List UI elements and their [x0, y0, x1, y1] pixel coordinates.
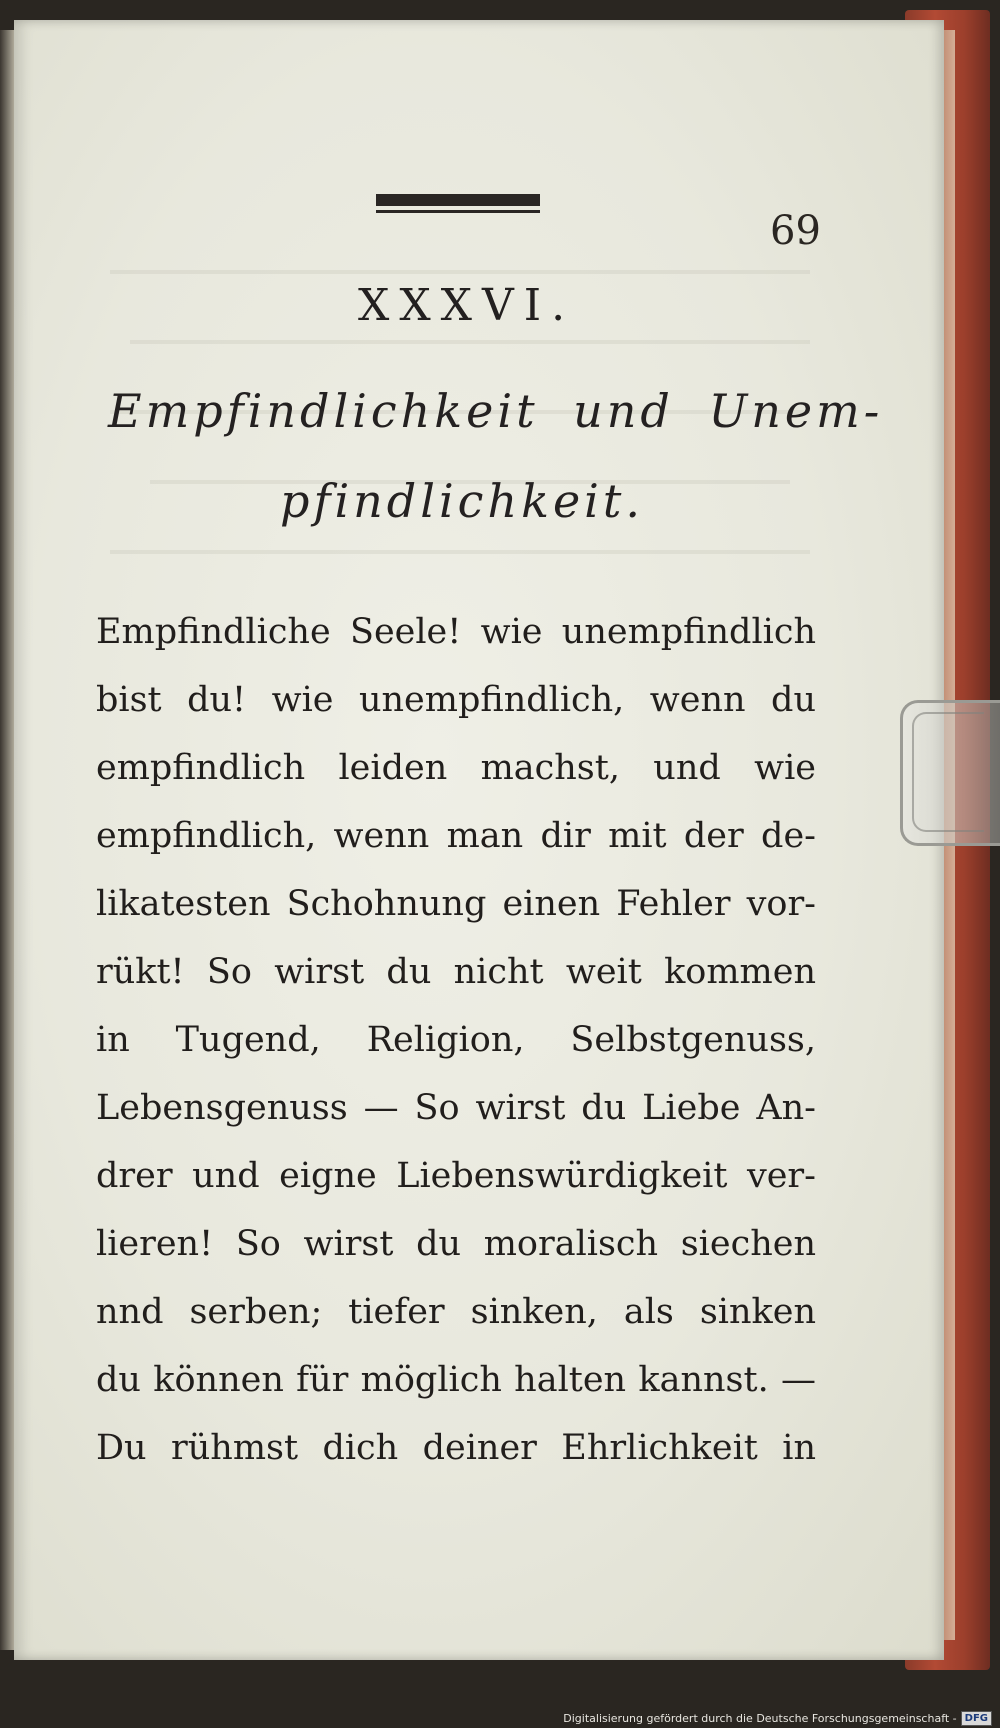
body-line: rükt! So wirst du nicht weit kommen — [96, 952, 816, 992]
digitization-footer — [563, 1711, 992, 1726]
body-line: empfindlich, wenn man dir mit der de- — [96, 816, 816, 856]
chapter-title-line-2: pfindlichkeit. — [280, 474, 644, 528]
body-line: du können für möglich halten kannst. — — [96, 1360, 816, 1400]
page-clip-inner — [912, 712, 984, 832]
dfg-logo: DFG — [961, 1711, 992, 1726]
header-rule-thin — [376, 210, 540, 213]
body-line: in Tugend, Religion, Selbstgenuss, — [96, 1020, 816, 1060]
page-number: 69 — [770, 208, 821, 254]
header-rule — [376, 194, 540, 206]
body-line: lieren! So wirst du moralisch siechen — [96, 1224, 816, 1264]
body-line: empfindlich leiden machst, und wie — [96, 748, 816, 788]
body-line: bist du! wie unempfindlich, wenn du — [96, 680, 816, 720]
body-line: nnd serben; tiefer sinken, als sinken — [96, 1292, 816, 1332]
chapter-number: XXXVI. — [358, 280, 576, 331]
body-line: Lebensgenuss — So wirst du Liebe An- — [96, 1088, 816, 1128]
footer-credit: Digitalisierung gefördert durch die Deutsche Forschungsgemeinschaft - — [563, 1712, 957, 1725]
body-line: drer und eigne Liebenswürdigkeit ver- — [96, 1156, 816, 1196]
body-line: Du rühmst dich deiner Ehrlichkeit in — [96, 1428, 816, 1468]
body-line: likatesten Schohnung einen Fehler vor- — [96, 884, 816, 924]
chapter-title-line-1: Empfindlichkeit und Unem- — [108, 384, 884, 438]
body-line: Empfindliche Seele! wie unempfindlich — [96, 612, 816, 652]
